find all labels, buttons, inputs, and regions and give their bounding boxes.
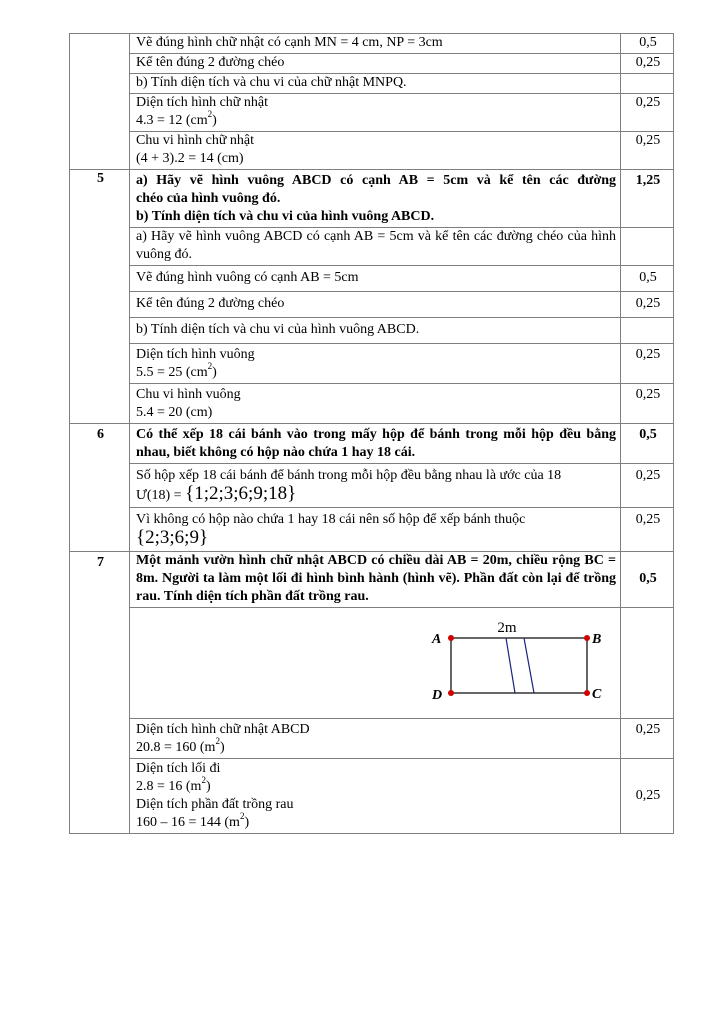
table-row — [70, 384, 674, 424]
answer-line: Diện tích hình chữ nhật — [136, 95, 269, 110]
divisor-set: {1;2;3;6;9;18} — [185, 483, 297, 504]
vertex-d-dot — [448, 690, 454, 696]
question-text: a) Hãy vẽ hình vuông ABCD có cạnh AB = 5cm và kể tên các đường chéo của hình vuông đó. b) Tính diện tích và chu vi của hình vuông ABCD. — [130, 170, 621, 228]
score: 0,5 — [621, 266, 674, 292]
question-number-cell — [70, 34, 130, 170]
table-row — [70, 266, 674, 292]
garden-rectangle — [451, 638, 587, 693]
answer-text: Số hộp xếp 18 cái bánh để bánh trong mỗi hộp đều bằng nhau là ước của 18 Ư(18) = {1;2;3;6;9;18} — [130, 464, 621, 508]
table-row — [70, 508, 674, 552]
answer-text: b) Tính diện tích và chu vi của chữ nhật MNPQ. — [130, 74, 621, 94]
score: 0,5 — [621, 424, 674, 464]
path-edge-left — [506, 638, 515, 693]
table-row — [70, 228, 674, 266]
answer-text: Diện tích hình chữ nhật ABCD 20.8 = 160 $(m^2)$ — [130, 719, 621, 759]
score: 0,25 — [621, 54, 674, 74]
garden-figure — [130, 608, 620, 718]
answer-text: Diện tích hình vuông 5.5 = 25 $(cm^2)$ — [130, 344, 621, 384]
score: 0,5 — [621, 552, 674, 608]
answer-text: Chu vi hình vuông 5.4 = 20 (cm) — [130, 384, 621, 424]
answer-text: Kể tên đúng 2 đường chéo — [130, 292, 621, 318]
answer-text: Kể tên đúng 2 đường chéo — [130, 54, 621, 74]
vertex-a-label: A — [432, 632, 442, 647]
vertex-c-label: C — [592, 687, 602, 702]
score — [621, 318, 674, 344]
vertex-b-dot — [584, 635, 590, 641]
score: 0,25 — [621, 464, 674, 508]
answer-text: b) Tính diện tích và chu vi của hình vuông ABCD. — [130, 318, 621, 344]
score — [621, 228, 674, 266]
table-row — [70, 170, 674, 228]
answer-line: (4 + 3).2 = 14 (cm) — [136, 151, 244, 166]
table-row — [70, 552, 674, 608]
answer-text: Diện tích lối đi 2.8 = 16 $(m^2)$ Diện tích phần đất trồng rau 160 – 16 = 144 $(m^2)$ — [130, 759, 621, 834]
vertex-d-label: D — [432, 688, 443, 703]
score: 0,25 — [621, 292, 674, 318]
table-row — [70, 318, 674, 344]
score: 1,25 — [621, 170, 674, 228]
score: 0,25 — [621, 384, 674, 424]
table-row — [70, 74, 674, 94]
answer-text: Vẽ đúng hình vuông có cạnh AB = 5cm — [130, 266, 621, 292]
score: 0,25 — [621, 508, 674, 552]
path-edge-right — [524, 638, 534, 693]
vertex-b-label: B — [592, 632, 602, 647]
answer-line: Chu vi hình chữ nhật — [136, 133, 255, 148]
answer-text: Vẽ đúng hình chữ nhật có cạnh MN = 4 cm, NP = 3cm — [130, 34, 621, 54]
table-row — [70, 344, 674, 384]
answer-text — [130, 132, 621, 170]
score: 0,5 — [621, 34, 674, 54]
table-row — [70, 34, 674, 54]
score: 0,25 — [621, 759, 674, 834]
table-row — [70, 132, 674, 170]
table-row — [70, 464, 674, 508]
table-row — [70, 424, 674, 464]
table-row — [70, 54, 674, 74]
answer-line: 4.3 = 12 $(cm^2)$ — [136, 109, 217, 128]
table-row — [70, 608, 674, 719]
answer-text — [130, 94, 621, 132]
question-number: 6 — [70, 424, 130, 552]
score — [621, 608, 674, 719]
answer-text: Vì không có hộp nào chứa 1 hay 18 cái nên số hộp để xếp bánh thuộc {2;3;6;9} — [130, 508, 621, 552]
question-number: 5 — [70, 170, 130, 424]
score: 0,25 — [621, 344, 674, 384]
vertex-a-dot — [448, 635, 454, 641]
table-row — [70, 94, 674, 132]
question-text: Có thể xếp 18 cái bánh vào trong mấy hộp để bánh trong mỗi hộp đều bằng nhau, biết không có hộp nào chứa 1 hay 18 cái. — [130, 424, 621, 464]
question-text: Một mảnh vườn hình chữ nhật ABCD có chiều dài AB = 20m, chiều rộng BC = 8m. Người ta làm một lối đi hình bình hành (hình vẽ). Phần đất còn lại để trồng rau. Tính diện tích phần đất trồng rau. — [130, 552, 621, 608]
figure-cell — [130, 608, 621, 719]
table-row — [70, 759, 674, 834]
question-number: 7 — [70, 552, 130, 834]
vertex-c-dot — [584, 690, 590, 696]
table-row — [70, 719, 674, 759]
score: 0,25 — [621, 719, 674, 759]
path-width-label: 2m — [497, 620, 517, 636]
table-row — [70, 292, 674, 318]
score: 0,25 — [621, 132, 674, 170]
answer-text: a) Hãy vẽ hình vuông ABCD có cạnh AB = 5cm và kể tên các đường chéo của hình vuông đó. — [130, 228, 621, 266]
box-count-set: {2;3;6;9} — [136, 527, 209, 548]
score: 0,25 — [621, 94, 674, 132]
grading-table — [69, 33, 674, 834]
score — [621, 74, 674, 94]
